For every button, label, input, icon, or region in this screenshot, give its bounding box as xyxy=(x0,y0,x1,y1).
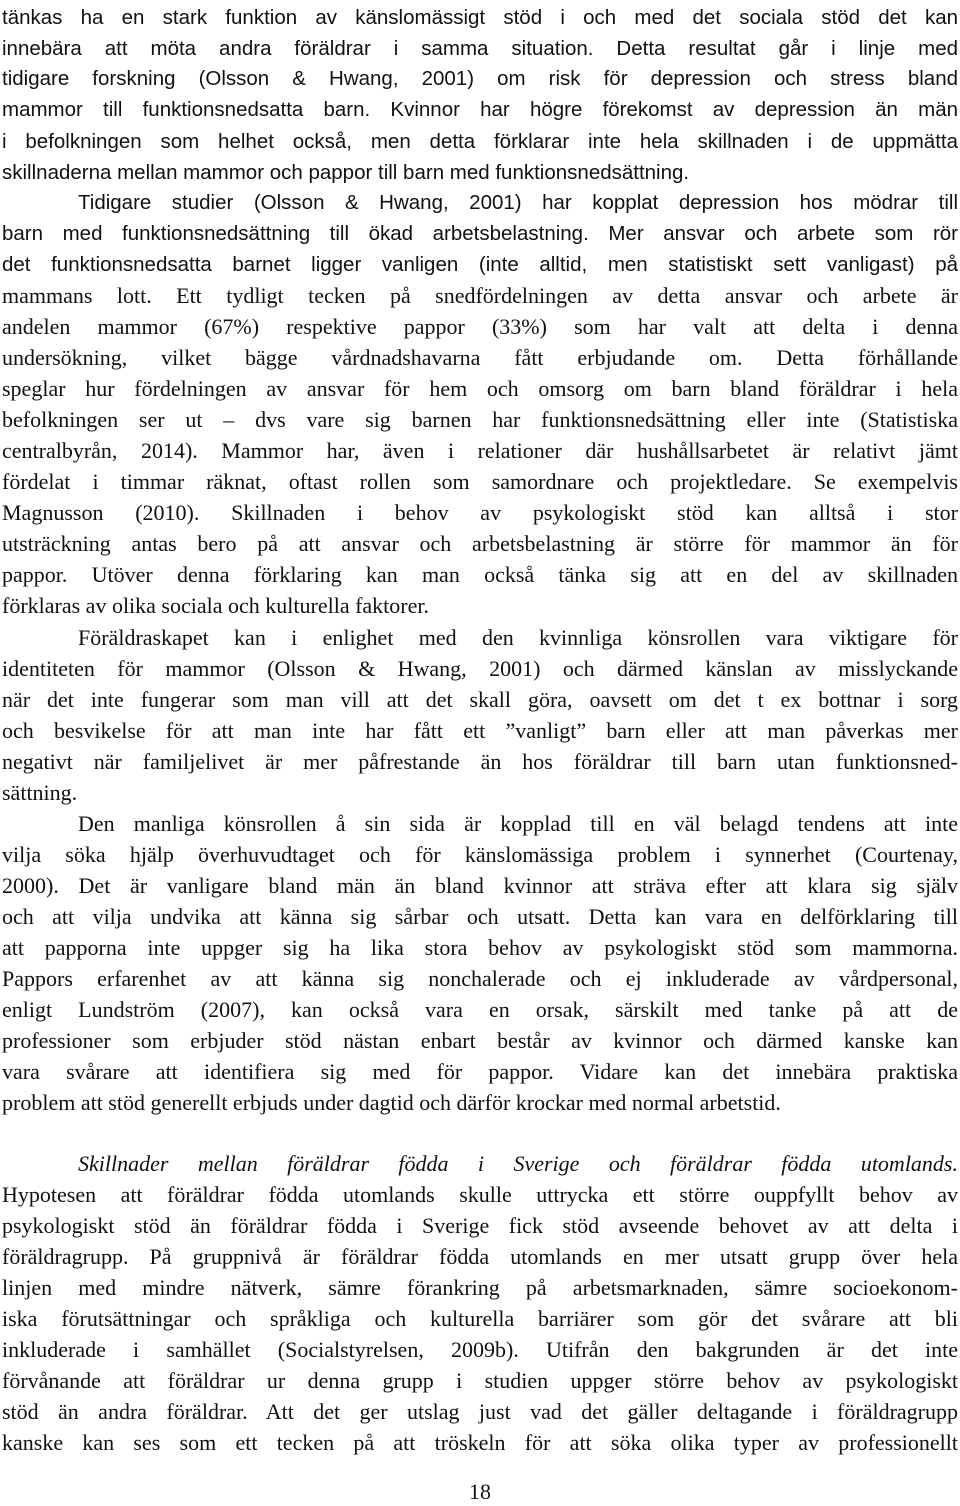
text-line: Magnusson (2010). Skillnaden i behov av psykologiskt stöd kan alltså i stor xyxy=(2,500,958,525)
text-line: Den manliga könsrollen å sin sida är kopplad till en väl belagd tendens att inte xyxy=(78,811,958,836)
text-line: förklaras av olika sociala och kulturella faktorer. xyxy=(2,593,429,618)
text-line: Pappors erfarenhet av att känna sig nonchalerade och ej inkluderade av vårdpersonal, xyxy=(2,966,958,991)
text-line: negativt när familjelivet är mer påfrestande än hos föräldrar till barn utan funktionsned- xyxy=(2,749,958,774)
text-line: befolkningen ser ut – dvs vare sig barnen har funktionsnedsättning eller inte (Statistiska xyxy=(2,407,958,432)
text-line: barn med funktionsnedsättning till ökad arbetsbelastning. Mer ansvar och arbete som rör xyxy=(2,222,958,245)
text-line: stöd än andra föräldrar. Att det ger utslag just vad det gäller deltagande i föräldragrupp xyxy=(2,1399,958,1424)
text-line: problem att stöd generellt erbjuds under dagtid och därför krockar med normal arbetstid. xyxy=(2,1090,781,1115)
text-line: det funktionsnedsatta barnet ligger vanligen (inte alltid, men statistiskt sett vanligast) på xyxy=(2,253,958,276)
text-line: identiteten för mammor (Olsson & Hwang, 2001) och därmed känslan av misslyckande xyxy=(2,656,958,681)
text-line: och besvikelse för att man inte har fått ett ”vanligt” barn eller att man påverkas mer xyxy=(2,718,958,743)
text-line: i befolkningen som helhet också, men detta förklarar inte hela skillnaden i de uppmätta xyxy=(2,130,958,153)
text-line: föräldragrupp. På gruppnivå är föräldrar födda utomlands en mer utsatt grupp över hela xyxy=(2,1244,958,1269)
text-line: psykologiskt stöd än föräldrar födda i Sverige fick stöd avseende behovet av att delta i xyxy=(2,1213,958,1238)
text-line: tänkas ha en stark funktion av känslomässigt stöd i och med det sociala stöd det kan xyxy=(2,6,958,29)
text-line: förvånande att föräldrar ur denna grupp i studien uppger större behov av psykologiskt xyxy=(2,1368,958,1393)
text-line: när det inte fungerar som man vill att det skall göra, oavsett om det t ex bottnar i sorg xyxy=(2,687,958,712)
section-heading: Skillnader mellan föräldrar födda i Sverige och föräldrar födda utomlands. xyxy=(78,1151,958,1176)
text-line: fördelat i timmar räknat, oftast rollen som samordnare och projektledare. Se exempelvis xyxy=(2,469,958,494)
text-line: mammor till funktionsnedsatta barn. Kvinnor har högre förekomst av depression än män xyxy=(2,98,958,121)
text-line: utsträckning antas bero på att ansvar och arbetsbelastning är större för mammor än för xyxy=(2,531,958,556)
text-line: sättning. xyxy=(2,780,78,805)
text-line: skillnaderna mellan mammor och pappor till barn med funktionsnedsättning. xyxy=(2,161,690,184)
text-line: pappor. Utöver denna förklaring kan man också tänka sig att en del av skillnaden xyxy=(2,562,958,587)
text-line: Föräldraskapet kan i enlighet med den kvinnliga könsrollen vara viktigare för xyxy=(78,625,958,650)
text-line: centralbyrån, 2014). Mammor har, även i relationer där hushållsarbetet är relativt jämt xyxy=(2,438,958,463)
page-number: 18 xyxy=(469,1479,491,1504)
text-line: andelen mammor (67%) respektive pappor (33%) som har valt att delta i denna xyxy=(2,314,958,339)
text-line: Hypotesen att föräldrar födda utomlands skulle uttrycka ett större ouppfyllt behov av xyxy=(2,1182,958,1207)
text-line: iska förutsättningar och språkliga och kulturella barriärer som gör det svårare att bli xyxy=(2,1306,958,1331)
text-line: Tidigare studier (Olsson & Hwang, 2001) har kopplat depression hos mödrar till xyxy=(78,191,958,214)
text-line: undersökning, vilket bägge vårdnadshavarna fått erbjudande om. Detta förhållande xyxy=(2,345,958,370)
text-line: innebära att möta andra föräldrar i samma situation. Detta resultat går i linje med xyxy=(2,37,958,60)
text-line: professioner som erbjuder stöd nästan enbart består av kvinnor och därmed kanske kan xyxy=(2,1028,958,1053)
text-line: att papporna inte uppger sig ha lika stora behov av psykologiskt stöd som mammorna. xyxy=(2,935,958,960)
text-line: linjen med mindre nätverk, sämre förankring på arbetsmarknaden, sämre socioekonom- xyxy=(2,1275,958,1300)
text-line: speglar hur fördelningen av ansvar för hem och omsorg om barn bland föräldrar i hela xyxy=(2,376,958,401)
text-line: tidigare forskning (Olsson & Hwang, 2001) om risk för depression och stress bland xyxy=(2,67,958,90)
text-line: mammans lott. Ett tydligt tecken på snedfördelningen av detta ansvar och arbete är xyxy=(2,283,958,308)
text-line: vilja söka hjälp överhuvudtaget och för känslomässiga problem i synnerhet (Courtenay, xyxy=(2,842,958,867)
text-line: inkluderade i samhället (Socialstyrelsen, 2009b). Utifrån den bakgrunden är det inte xyxy=(2,1337,958,1362)
text-line: och att vilja undvika att känna sig sårbar och utsatt. Detta kan vara en delförklaring till xyxy=(2,904,958,929)
text-line: kanske kan ses som ett tecken på att tröskeln för att söka olika typer av professionellt xyxy=(2,1430,958,1455)
text-line: enligt Lundström (2007), kan också vara en orsak, särskilt med tanke på att de xyxy=(2,997,958,1022)
text-line: 2000). Det är vanligare bland män än bland kvinnor att sträva efter att klara sig själv xyxy=(2,873,958,898)
text-line: vara svårare att identifiera sig med för pappor. Vidare kan det innebära praktiska xyxy=(2,1059,958,1084)
